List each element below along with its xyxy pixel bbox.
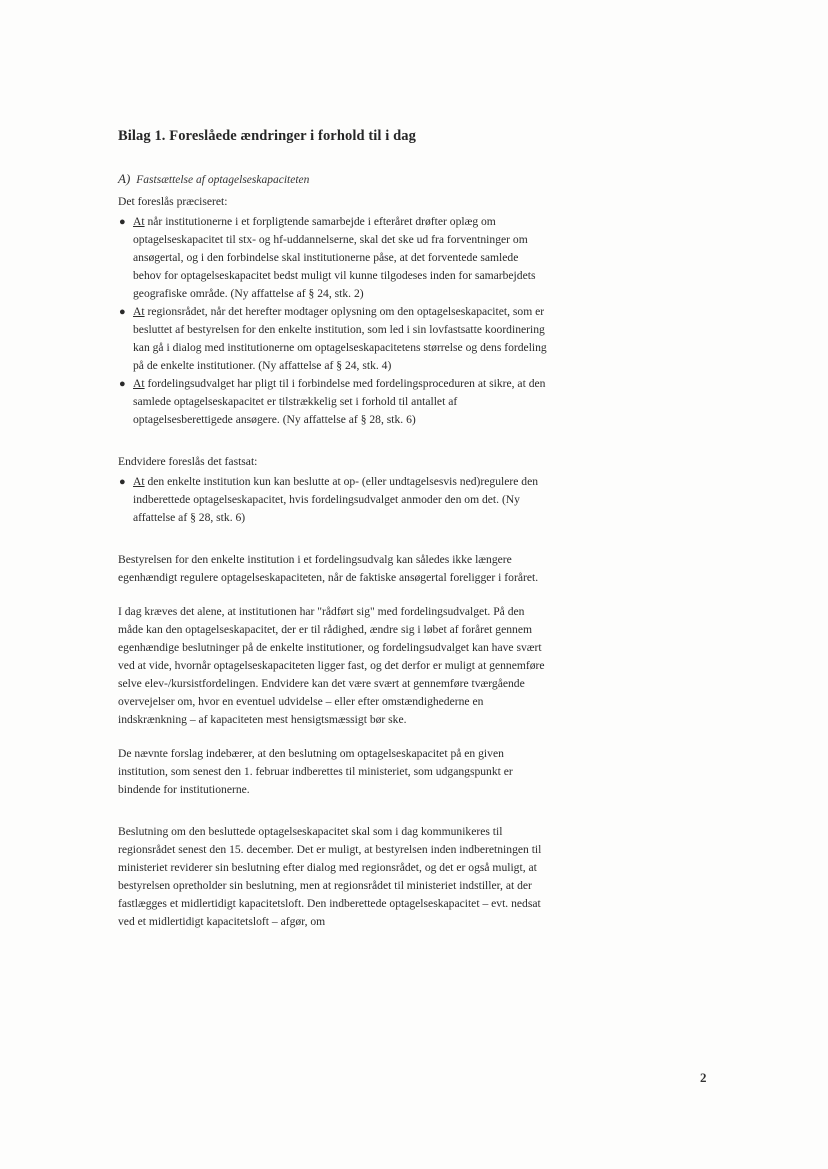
list-item bbox=[118, 375, 548, 429]
bullet-icon: ● bbox=[119, 216, 126, 228]
list-item bbox=[118, 213, 548, 303]
bullet-text: regionsrådet, når det herefter modtager oplysning om den optagelseskapacitet, som er besluttet af bestyrelsen for den enkelte institution, som led i sin lovfastsatte koordinering kan gå i dialog med institutionerne om optagelseskapacitetens størrelse og dens fordeling på de enkelte institutioner. (Ny affattelse af § 24, stk. 4) bbox=[133, 305, 547, 372]
section-a-heading-text: Fastsættelse af optagelseskapaciteten bbox=[136, 174, 310, 186]
section-a-letter: A) bbox=[118, 171, 131, 186]
paragraph: I dag kræves det alene, at institutionen har "rådført sig" med fordelingsudvalget. På den måde kan den optagelseskapacitet, der er til rådighed, ændre sig i løbet af foråret gennem egenhændige beslutninger på de enkelte institutioner, og fordelingsudvalget kan have svært ved at vide, hvornår optagelseskapaciteten ligger fast, og det derfor er muligt at gennemføre selve elev-/kursistfordelingen. Endvidere kan det være svært at gennemføre tværgående overvejelser om, hvor en eventuel udvidelse – eller efter omstændighederne en indskrænkning – af kapaciteten mest hensigtsmæssigt bør ske. bbox=[118, 605, 545, 726]
bullet-text: den enkelte institution kun kan beslutte at op- (eller undtagelsesvis ned)regulere den indberettede optagelseskapacitet, hvis fordelingsudvalget anmoder den om det. (Ny affattelse af § 28, stk. 6) bbox=[133, 475, 539, 524]
bullet-lead-word: At bbox=[133, 377, 145, 390]
bullet-text: når institutionerne i et forpligtende samarbejde i efteråret drøfter oplæg om optagelseskapacitet til stx- og hf-uddannelserne, skal det ske ud fra forventninger om ansøgertal, og i den forbindelse skal institutionerne påse, at det forventede samlede behov for optagelseskapacitet bedst muligt vil kunne tilgodeses inden for samarbejdets geografiske område. (Ny affattelse af § 24, stk. 2) bbox=[133, 215, 536, 300]
bullet-icon: ● bbox=[119, 306, 126, 318]
bullet-text: fordelingsudvalget har pligt til i forbindelse med fordelingsproceduren at sikre, at den samlede optagelseskapacitet er tilstrækkelig set i forhold til antallet af optagelsesberettigede ansøgere. (Ny affattelse af § 28, stk. 6) bbox=[133, 377, 546, 426]
section-a-lead: Det foreslås præciseret: bbox=[118, 195, 228, 208]
paragraph: De nævnte forslag indebærer, at den beslutning om optagelseskapacitet på en given institution, som senest den 1. februar indberettes til ministeriet, som udgangspunkt er bindende for institutionerne. bbox=[118, 747, 513, 796]
bullet-icon: ● bbox=[119, 378, 126, 390]
bullet-lead-word: At bbox=[133, 215, 145, 228]
bullet-icon: ● bbox=[119, 476, 126, 488]
list-item bbox=[118, 473, 548, 527]
document-title: Bilag 1. Foreslåede ændringer i forhold til i dag bbox=[118, 128, 416, 144]
paragraph: Bestyrelsen for den enkelte institution i et fordelingsudvalg kan således ikke længere egenhændigt regulere optagelseskapaciteten, når de faktiske ansøgertal foreligger i foråret. bbox=[118, 553, 539, 584]
page-number: 2 bbox=[700, 1070, 707, 1085]
section-a-heading bbox=[118, 171, 548, 187]
paragraph: Beslutning om den besluttede optagelseskapacitet skal som i dag kommunikeres til regionsrådet senest den 15. december. Det er muligt, at bestyrelsen inden indberetningen til ministeriet reviderer sin beslutning efter dialog med regionsrådet, og det er også muligt, at bestyrelsen opretholder sin beslutning, men at regionsrådet til ministeriet indstiller, at der fastlægges et midlertidigt kapacitetsloft. Den indberettede optagelseskapacitet – evt. nedsat ved et midlertidigt kapacitetsloft – afgør, om bbox=[118, 825, 542, 928]
further-bullet-list bbox=[118, 473, 548, 527]
section-a-bullet-list bbox=[118, 213, 548, 429]
further-lead: Endvidere foreslås det fastsat: bbox=[118, 455, 258, 468]
bullet-lead-word: At bbox=[133, 305, 145, 318]
document-body bbox=[118, 128, 548, 931]
list-item bbox=[118, 303, 548, 375]
bullet-lead-word: At bbox=[133, 475, 145, 488]
